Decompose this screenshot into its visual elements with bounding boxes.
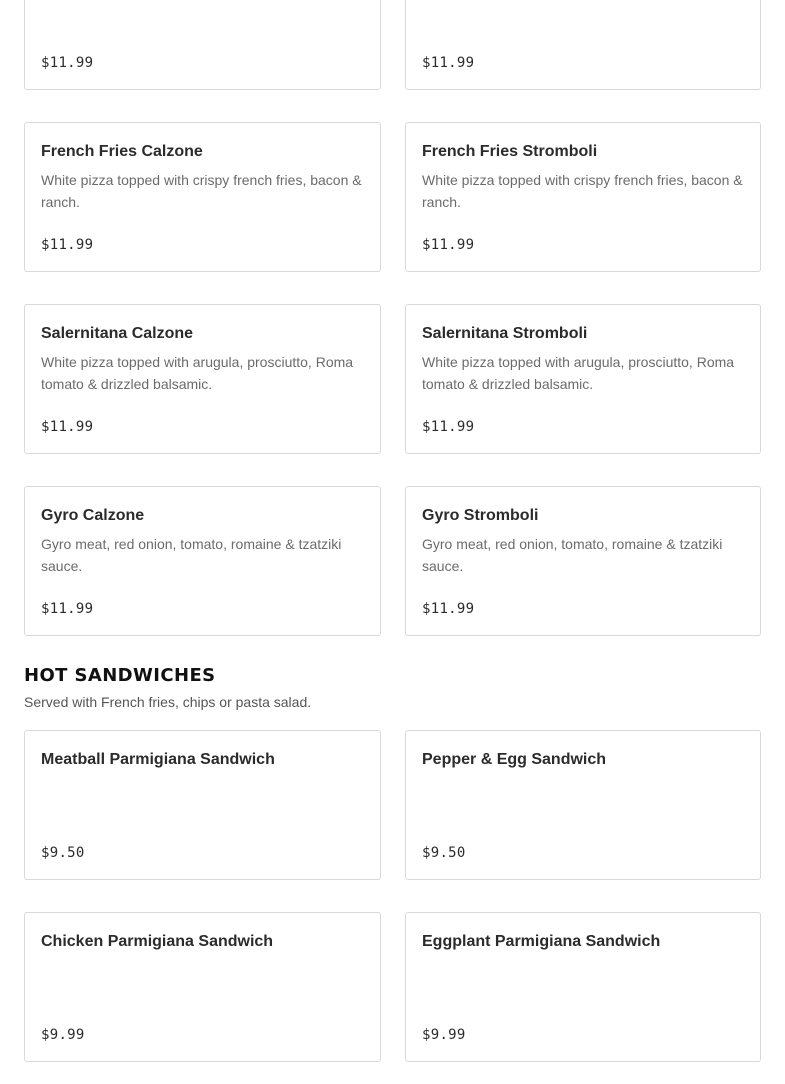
- menu-item-price: $9.99: [41, 1027, 85, 1043]
- menu-item-price: $9.50: [41, 845, 85, 861]
- section-title: HOT SANDWICHES: [24, 665, 216, 686]
- menu-item-card[interactable]: [405, 912, 761, 1062]
- menu-item-name: Meatball Parmigiana Sandwich: [41, 751, 275, 768]
- menu-item-price: $9.99: [422, 1027, 466, 1043]
- menu-item-price: $11.99: [41, 55, 94, 71]
- menu-item-price: $11.99: [41, 419, 94, 435]
- menu-item-price: $11.99: [422, 601, 475, 617]
- menu-item-description: White pizza topped with crispy french fries, bacon & ranch.: [41, 172, 362, 210]
- menu-page: [24, 0, 761, 1062]
- menu-item-card[interactable]: [24, 0, 381, 90]
- menu-item-description: White pizza topped with arugula, prosciutto, Roma tomato & drizzled balsamic.: [422, 354, 735, 392]
- hot-sandwiches-grid: [24, 730, 761, 1062]
- menu-item-price: $11.99: [422, 419, 475, 435]
- menu-item-price: $11.99: [41, 601, 94, 617]
- menu-item-price: $11.99: [422, 237, 475, 253]
- menu-item-price: $9.50: [422, 845, 466, 861]
- menu-item-name: Gyro Stromboli: [422, 507, 539, 524]
- menu-item-card[interactable]: [405, 486, 761, 636]
- menu-item-name: French Fries Calzone: [41, 143, 203, 160]
- menu-item-description: Gyro meat, red onion, tomato, romaine & tzatziki sauce.: [422, 536, 723, 574]
- menu-item-description: Gyro meat, red onion, tomato, romaine & tzatziki sauce.: [41, 536, 342, 574]
- section-subtitle: Served with French fries, chips or pasta salad.: [24, 694, 312, 710]
- menu-item-price: $11.99: [41, 237, 94, 253]
- menu-item-name: Pepper & Egg Sandwich: [422, 751, 607, 768]
- menu-item-description: White pizza topped with arugula, prosciutto, Roma tomato & drizzled balsamic.: [41, 354, 354, 392]
- menu-item-name: Eggplant Parmigiana Sandwich: [422, 933, 661, 950]
- menu-item-price: $11.99: [422, 55, 475, 71]
- menu-item-name: Gyro Calzone: [41, 507, 145, 524]
- menu-item-card[interactable]: [24, 486, 381, 636]
- menu-item-name: Salernitana Stromboli: [422, 325, 588, 342]
- menu-item-card[interactable]: [24, 122, 381, 272]
- menu-item-name: Chicken Parmigiana Sandwich: [41, 933, 274, 950]
- menu-item-card[interactable]: [24, 304, 381, 454]
- menu-item-card[interactable]: [405, 0, 761, 90]
- menu-item-card[interactable]: [24, 912, 381, 1062]
- calzone-stromboli-grid: [24, 0, 761, 636]
- menu-item-card[interactable]: [24, 730, 381, 880]
- menu-item-card[interactable]: [405, 122, 761, 272]
- menu-item-card[interactable]: [405, 304, 761, 454]
- menu-item-name: French Fries Stromboli: [422, 143, 598, 160]
- menu-item-description: White pizza topped with crispy french fries, bacon & ranch.: [422, 172, 743, 210]
- menu-item-card[interactable]: [405, 730, 761, 880]
- hot-sandwiches-section: [24, 664, 761, 1062]
- menu-item-name: Salernitana Calzone: [41, 325, 194, 342]
